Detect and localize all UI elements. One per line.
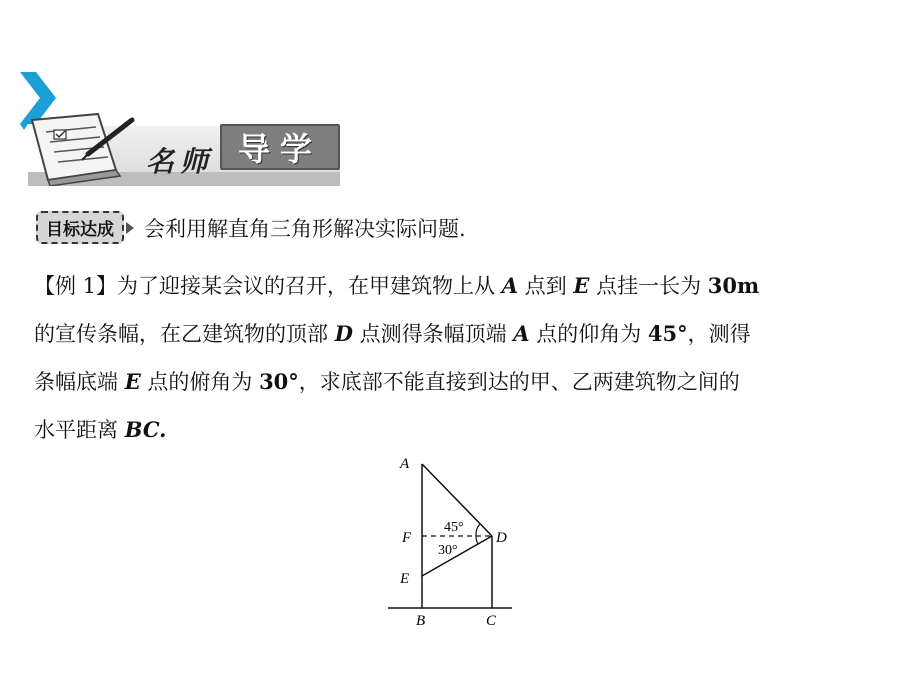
text-segment: ，测得 (687, 322, 751, 346)
problem-line-2 (34, 310, 870, 358)
label-e: E (400, 571, 410, 587)
var-bc: BC. (124, 417, 167, 442)
text-segment: 点测得条幅顶端 (352, 322, 514, 346)
angle-label-30: 30° (438, 543, 458, 558)
text-segment: 条幅底端 (34, 370, 125, 394)
problem-line-1 (34, 262, 870, 310)
text-segment: 水平距离 (34, 418, 125, 442)
label-f: F (402, 530, 412, 546)
label-d: D (496, 530, 507, 546)
section-header-banner (28, 110, 340, 190)
notebook-pen-icon (28, 110, 136, 186)
text-segment: 点的俯角为 (140, 370, 260, 394)
var-a: A (513, 321, 530, 346)
objective-badge: 目标达成 (36, 211, 124, 244)
text-segment: 点的仰角为 (529, 322, 648, 346)
text-segment: 点挂一长为 (589, 274, 708, 298)
label-c: C (486, 613, 497, 628)
var-d: D (334, 321, 353, 346)
objective-text: 会利用解直角三角形解决实际问题. (144, 216, 466, 241)
length-value: 30m (707, 273, 760, 298)
var-a: A (501, 273, 519, 298)
angle-arc-45 (476, 524, 480, 536)
problem-line-3 (34, 358, 870, 406)
text-segment: 点到 (518, 274, 574, 298)
angle-label-45: 45° (444, 520, 464, 535)
text-segment: 【例 1】为了迎接某会议的召开，在甲建筑物上从 (34, 274, 502, 298)
text-segment: ，求底部不能直接到达的甲、乙两建筑物之间的 (298, 370, 740, 394)
angle-arc-30 (476, 536, 478, 544)
header-title-right: 导学 (220, 124, 340, 170)
label-a: A (400, 456, 410, 472)
label-b: B (416, 613, 426, 628)
objective-row (36, 211, 466, 244)
badge-arrow-icon (126, 222, 134, 234)
example-problem (34, 262, 870, 454)
header-title-left: 名师 (146, 145, 215, 178)
angle-value: 45° (647, 321, 688, 346)
text-segment: 的宣传条幅，在乙建筑物的顶部 (34, 322, 335, 346)
var-e: E (124, 369, 141, 394)
angle-value: 30° (259, 369, 299, 394)
var-e: E (573, 273, 590, 298)
problem-line-4 (34, 406, 870, 454)
geometry-figure (388, 448, 512, 628)
